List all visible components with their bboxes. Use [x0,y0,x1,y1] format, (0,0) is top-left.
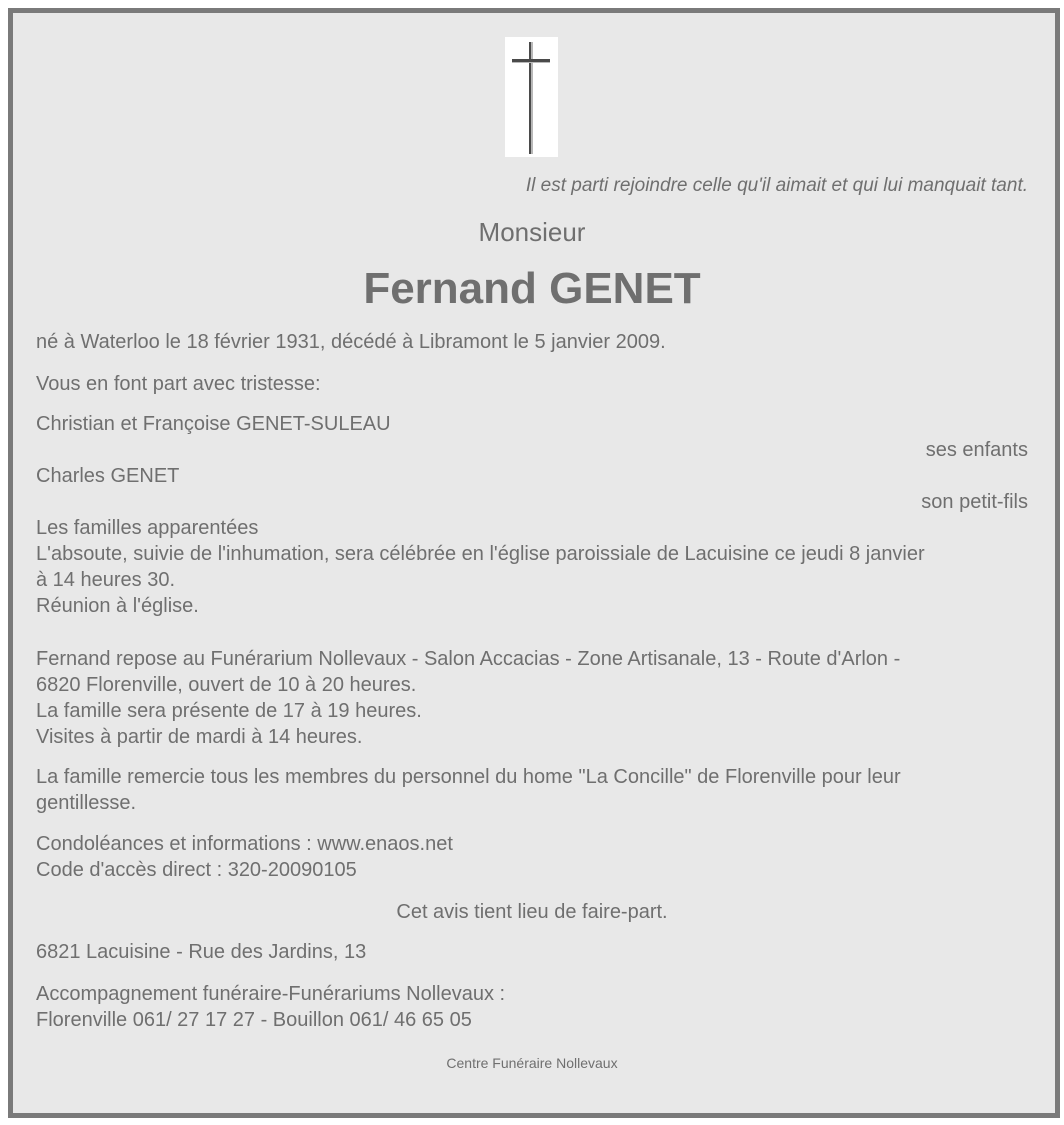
address: 6821 Lacuisine - Rue des Jardins, 13 [36,941,367,963]
notice-text: Cet avis tient lieu de faire-part. [396,901,668,923]
visitation-line-1: Fernand repose au Funérarium Nollevaux - Salon Accacias - Zone Artisanale, 13 - Route d'Arlon - [36,648,901,670]
cross-icon [505,37,558,157]
announcement-intro: Vous en font part avec tristesse: [36,373,321,395]
epitaph: Il est parti rejoindre celle qu'il aimait et qui lui manquait tant. [525,175,1028,196]
ceremony-line-3: Réunion à l'église. [36,595,199,617]
visitation-line-3: La famille sera présente de 17 à 19 heures. [36,700,422,722]
family-grandchild-name: Charles GENET [36,465,180,487]
ceremony-line-2: à 14 heures 30. [36,569,175,591]
birth-death-line: né à Waterloo le 18 février 1931, décédé à Libramont le 5 janvier 2009. [36,331,666,353]
family-children-names: Christian et Françoise GENET-SULEAU [36,413,391,435]
honorific: Monsieur [478,217,586,247]
cross-image [505,37,558,157]
death-notice-card [8,8,1060,1118]
family-relatives: Les familles apparentées [36,517,259,539]
visitation-line-4: Visites à partir de mardi à 14 heures. [36,726,363,748]
footer-credit: Centre Funéraire Nollevaux [446,1055,618,1071]
family-children-relation: ses enfants [925,439,1028,461]
deceased-name: Fernand GENET [363,264,701,313]
condolences-access-code: Code d'accès direct : 320-20090105 [36,859,357,881]
thanks-line-2: gentillesse. [36,792,137,814]
family-grandchild-relation: son petit-fils [921,491,1028,513]
thanks-line-1: La famille remercie tous les membres du personnel du home "La Concille" de Florenville pour leur [36,766,901,788]
funeral-services-phones: Florenville 061/ 27 17 27 - Bouillon 061/ 46 65 05 [36,1009,472,1031]
visitation-line-2: 6820 Florenville, ouvert de 10 à 20 heures. [36,674,417,696]
condolences-line-1: Condoléances et informations : www.enaos.net [36,833,453,855]
funeral-services-line-1: Accompagnement funéraire-Funérariums Nollevaux : [36,983,506,1005]
ceremony-line-1: L'absoute, suivie de l'inhumation, sera célébrée en l'église paroissiale de Lacuisine ce jeudi 8 janvier [36,543,925,565]
